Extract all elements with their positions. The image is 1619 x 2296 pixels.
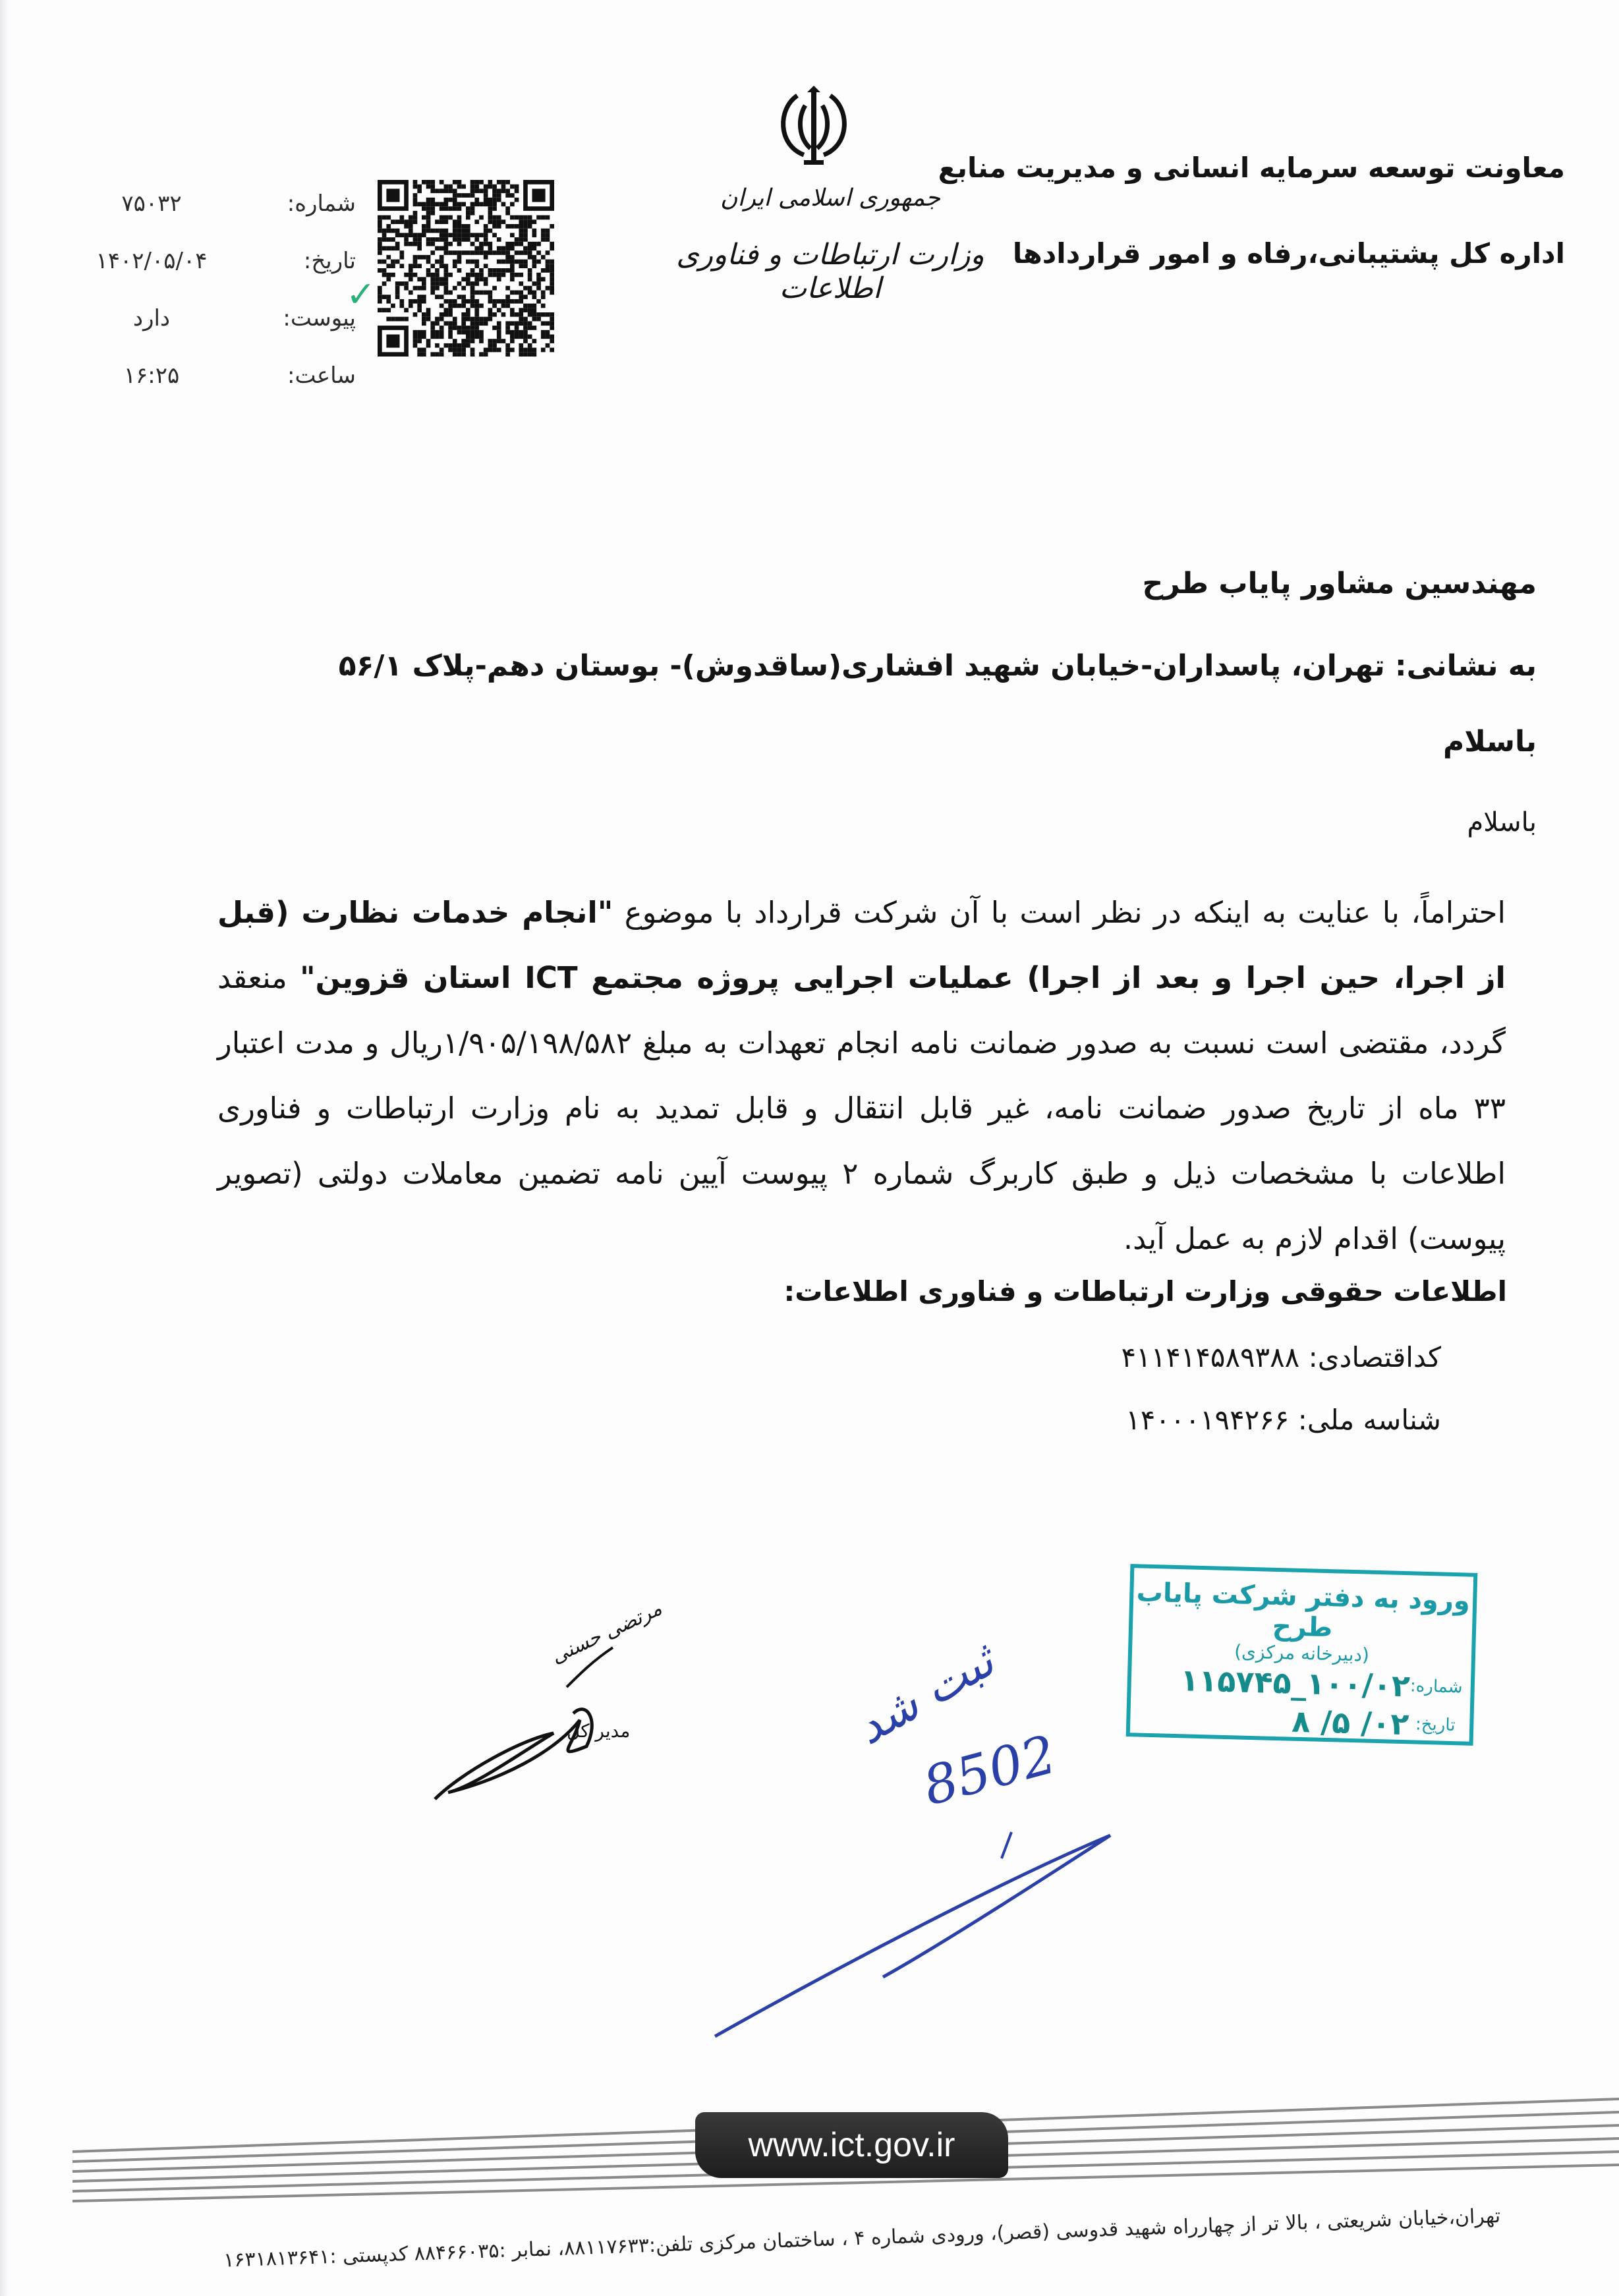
meta-time bbox=[79, 347, 356, 404]
signer-name: مرتضی حسنی bbox=[548, 1597, 666, 1669]
republic-name: جمهوری اسلامی ایران bbox=[720, 185, 940, 212]
pen-stroke-icon bbox=[712, 1819, 1120, 2043]
stamp-number-label: شماره: bbox=[1409, 1676, 1463, 1698]
signature-icon bbox=[422, 1621, 639, 1812]
handwritten-note: ثبت شد bbox=[846, 1633, 1004, 1756]
qr-code bbox=[378, 180, 554, 357]
signer-title: مدیر کل bbox=[567, 1720, 631, 1742]
scan-edge bbox=[0, 0, 9, 2296]
stamp-subtitle: (دبیرخانه مرکزی) bbox=[1234, 1640, 1370, 1666]
checkmark-icon: ✓ bbox=[346, 273, 376, 315]
stamp-title: ورود به دفتر شرکت پایاب طرح bbox=[1136, 1577, 1471, 1644]
meta-value: دارد bbox=[132, 304, 171, 331]
legal-info-title: اطلاعات حقوقی وزارت ارتباطات و فناوری اطلاعات: bbox=[783, 1275, 1507, 1307]
meta-label: تاریخ: bbox=[303, 247, 356, 274]
website-link[interactable]: www.ict.gov.ir bbox=[695, 2112, 1008, 2178]
meta-date bbox=[79, 232, 356, 289]
handwritten-number: 8502 bbox=[917, 1723, 1063, 1818]
footer-address: تهران،خیابان شریعتی ، بالا تر از چهارراه شهید قدوسی (قصر)، ورودی شماره ۴ ، ساختمان مرکزی تلفن:۸۸۱۱۷۶۳۳، نمابر :۸۸۴۶۶۰۳۵ کدپستی :۱۶۳۱۸۱۳۶۴۱ bbox=[223, 2204, 1501, 2272]
meta-value: ۱۶:۲۵ bbox=[123, 362, 180, 389]
national-id: شناسه ملی: ۱۴۰۰۰۱۹۴۲۶۶ bbox=[1125, 1404, 1441, 1436]
department-header bbox=[938, 152, 1565, 323]
meta-label: پیوست: bbox=[283, 304, 356, 331]
meta-number bbox=[79, 175, 356, 232]
directorate-name: اداره کل پشتیبانی،رفاه و امور قراردادها bbox=[1012, 237, 1565, 270]
iran-emblem-icon bbox=[771, 82, 857, 175]
meta-label: ساعت: bbox=[287, 362, 356, 389]
meta-label: شماره: bbox=[287, 190, 356, 217]
received-stamp bbox=[1126, 1564, 1478, 1746]
greeting-bold: باسلام bbox=[1443, 725, 1537, 759]
letter-meta bbox=[79, 175, 356, 404]
recipient-name: مهندسین مشاور پایاب طرح bbox=[1142, 567, 1537, 600]
meta-value: ۷۵۰۳۲ bbox=[121, 190, 182, 217]
greeting: باسلام bbox=[1467, 807, 1537, 838]
body-text: احتراماً، با عنایت به اینکه در نظر است با آن شرکت قرارداد با موضوع bbox=[613, 895, 1506, 930]
body-text: منعقد گردد، مقتضی است نسبت به صدور ضمانت نامه انجام تعهدات به مبلغ ۱/۹۰۵/۱۹۸/۵۸۲ریال و مدت اعتبار ۳۳ ماه از تاریخ صدور ضمانت نامه، غیر قابل انتقال و قابل تمدید به نام وزارت ارتباطات و فناوری اطلاعات با مشخصات ذیل و طبق کاربرگ شماره ۲ پیوست آیین نامه تضمین معاملات دولتی (تصویر پیوست) اقدام لازم به عمل آید. bbox=[217, 960, 1506, 1256]
recipient-address: به نشانی: تهران، پاسداران-خیابان شهید افشاری(ساقدوش)- بوستان دهم-پلاک ۵۶/۱ bbox=[338, 649, 1537, 683]
economic-code: کداقتصادی: ۴۱۱۴۱۴۵۸۹۳۸۸ bbox=[1121, 1341, 1441, 1373]
meta-value: ۱۴۰۲/۰۵/۰۴ bbox=[96, 247, 208, 274]
stamp-date: ۰۲/ ۵/ ۸ bbox=[1291, 1703, 1410, 1742]
letter-body bbox=[217, 880, 1506, 1271]
stamp-date-label: تاریخ: bbox=[1415, 1714, 1456, 1736]
contract-subject: "انجام خدمات نظارت (قبل از اجرا، حین اجرا و بعد از اجرا) عملیات اجرایی پروژه مجتمع ICT استان قزوین" bbox=[217, 895, 1506, 995]
ministry-name: وزارت ارتباطات و فناوری اطلاعات bbox=[676, 238, 984, 305]
deputy-name: معاونت توسعه سرمایه انسانی و مدیریت منابع bbox=[938, 152, 1565, 184]
stamp-number: ۱۰۰/۰۲_۱۱۵۷۴۵ bbox=[1179, 1662, 1411, 1704]
meta-attachment bbox=[79, 289, 356, 347]
